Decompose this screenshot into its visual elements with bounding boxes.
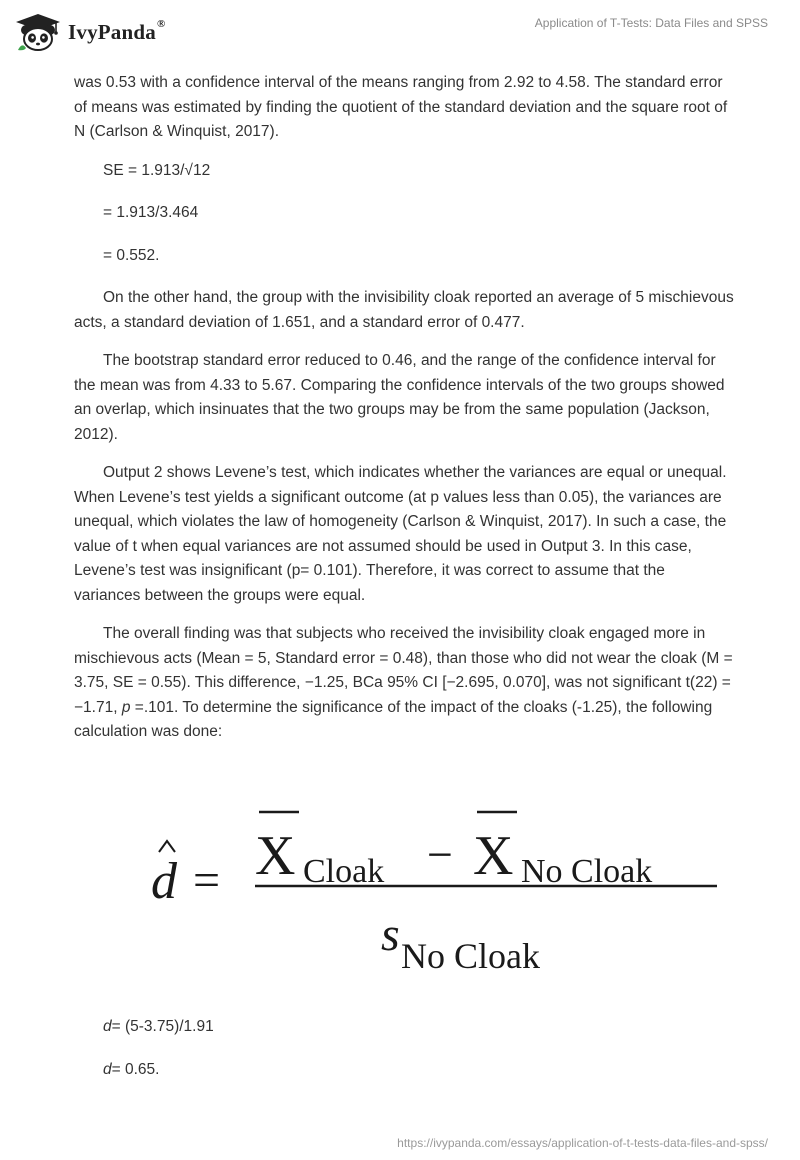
se-calc-line-1: SE = 1.913/√12: [103, 161, 211, 179]
formula-x-no-cloak: X: [473, 825, 514, 887]
document-title: Application of T-Tests: Data Files and SPSS: [534, 16, 768, 30]
d-variable-2: d: [103, 1060, 112, 1078]
formula-den-sub: No Cloak: [401, 936, 540, 976]
p-symbol: p: [121, 698, 131, 716]
d-expression-1: = (5-3.75)/1.91: [111, 1018, 214, 1035]
formula-minus: −: [427, 829, 453, 880]
finding-text-b: =.101. To determine the significance of the impact of the cloaks (-1.25), the following calculation was done:: [74, 698, 713, 740]
panda-graduate-icon: [14, 12, 62, 52]
d-expression-2: = 0.65.: [111, 1060, 160, 1078]
essay-body: [74, 71, 734, 759]
finding-text-a: The overall finding was that subjects who received the invisibility cloak engaged more in mischievous acts (Mean = 5, Standard error = 0.48), than those who did not wear the cloak (M = 3.75, SE = 0.55). This difference, −1.25, BCa 95% CI [−2.695, 0.070], was not significant t(22) = −1.71,: [74, 625, 733, 716]
formula-sub-cloak: Cloak: [303, 853, 385, 890]
cohens-d-formula: [145, 798, 725, 988]
brand-name: IvyPanda®: [68, 17, 166, 44]
formula-s: s: [381, 908, 400, 961]
trademark-symbol: ®: [156, 17, 166, 30]
d-calc-line-2: [74, 1058, 734, 1083]
formula-x-cloak: X: [255, 825, 296, 887]
paragraph-bootstrap: The bootstrap standard error reduced to 0.46, and the range of the confidence interval for the mean was from 4.33 to 5.67. Comparing the confidence intervals of the two groups showed an overlap, which insinuates that the two groups may be from the same population (Jackson, 2012).: [74, 352, 725, 443]
se-calc-line-3: = 0.552.: [103, 246, 160, 264]
paragraph-cloak-group: On the other hand, the group with the invisibility cloak reported an average of 5 mischievous acts, a standard deviation of 1.651, and a standard error of 0.477.: [74, 289, 734, 331]
ivypanda-logo[interactable]: [14, 10, 165, 54]
results-block: [74, 1015, 734, 1100]
d-calc-line-1: [74, 1015, 734, 1040]
se-calc-line-2: = 1.913/3.464: [103, 204, 199, 221]
paragraph-overall-finding: [74, 622, 734, 745]
source-url-link[interactable]: https://ivypanda.com/essays/application-of-t-tests-data-files-and-spss/: [397, 1136, 768, 1150]
formula-sub-no-cloak: No Cloak: [521, 853, 653, 890]
formula-lhs-d: d: [151, 853, 177, 910]
formula-equals: =: [193, 854, 221, 907]
d-variable-1: d: [103, 1018, 112, 1035]
hat-accent: [159, 841, 175, 852]
paragraph-standard-error: was 0.53 with a confidence interval of the means ranging from 2.92 to 4.58. The standard error of means was estimated by finding the quotient of the standard deviation and the square root of N (Carlson & Winquist, 2017).: [74, 74, 728, 140]
paragraph-levene: Output 2 shows Levene’s test, which indicates whether the variances are equal or unequal. When Levene’s test yields a significant outcome (at p values less than 0.05), the variances are unequal, which violates the law of homogeneity (Carlson & Winquist, 2017). In such a case, the value of t when equal variances are not assumed should be used in Output 3. In this case, Levene’s test was insignificant (p= 0.101). Therefore, it was correct to assume that the variances between the groups were equal.: [74, 464, 727, 604]
